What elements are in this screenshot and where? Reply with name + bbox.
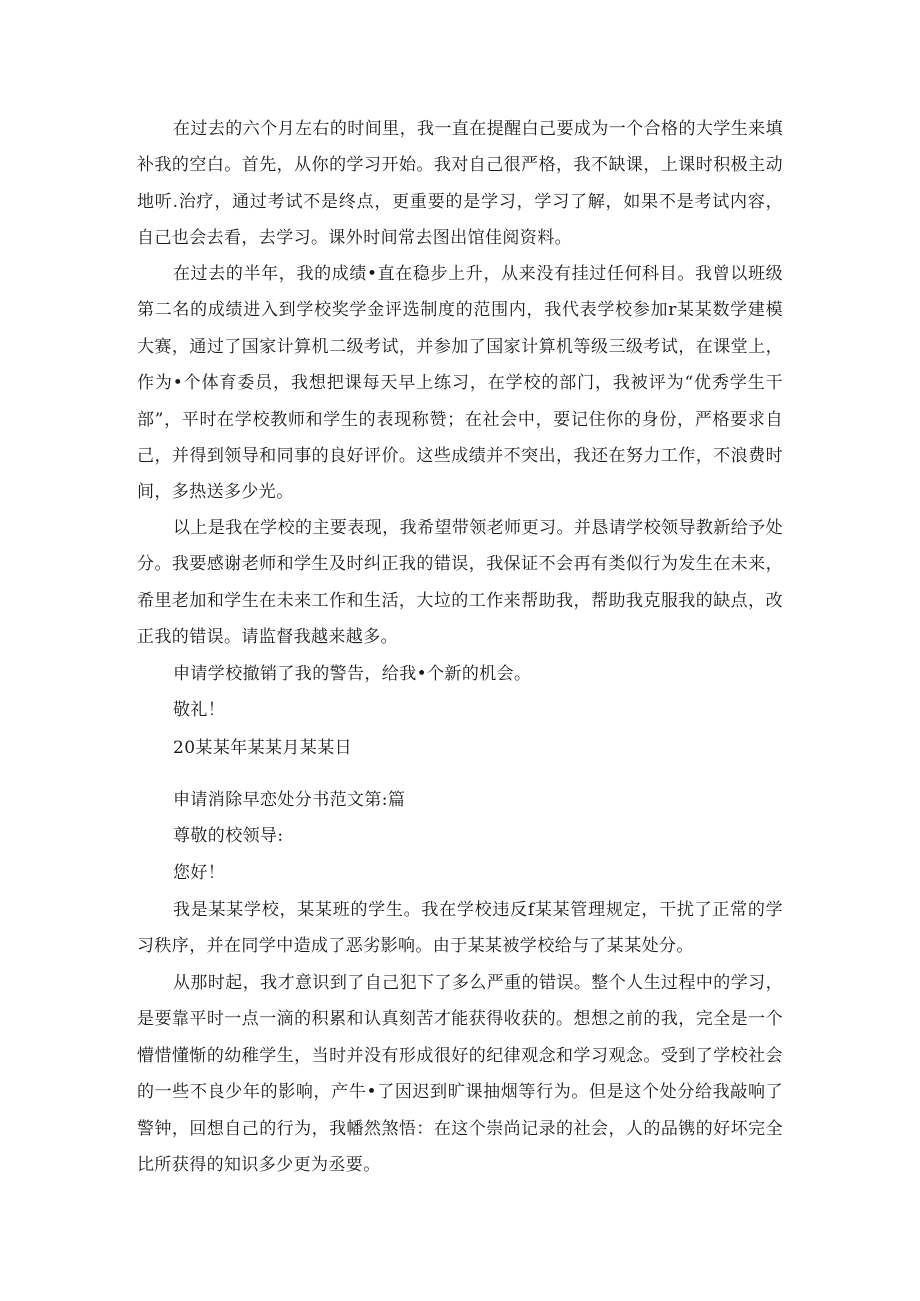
paragraph-reflection: 从那时起，我才意识到了自己犯下了多么严重的错误。整个人生过程中的学习，是要靠平时一点一滴的积累和认真刻苦才能获得收获的。想想之前的我，完全是一个懵惜懂惭的幼稚学生，当时并没有形成很好的纪律观念和学习观念。受到了学校社会的一些不良少年的影响，产牛•了因迟到旷课抽烟等行为。但是这个处分给我敲响了警钟，回想自己的行为，我幡然煞悟：在这个崇尚记录的社会，人的品镌的好坏完全比所获得的知识多少更为丞要。 bbox=[137, 973, 783, 1176]
greeting-line: 尊敬的校领导: bbox=[173, 826, 284, 846]
paragraph-intro: 我是某某学校，某某班的学生。我在学校违反f某某管理规定，干扰了正常的学习秩序，并在同学中造成了恶劣影响。由于某某被学校给与了某某处分。 bbox=[137, 900, 783, 957]
hello-line: 您好！ bbox=[173, 863, 226, 883]
date-line: 20某某年某某月某某日 bbox=[173, 738, 353, 758]
section-title: 申请消除早恋处分书范文第:篇 bbox=[173, 790, 406, 810]
request-line: 申请学校撤销了我的警告，给我•个新的机会。 bbox=[173, 664, 532, 684]
salute-line: 敬礼！ bbox=[173, 700, 226, 720]
paragraph-achievements: 在过去的半年，我的成绩•直在稳步上升，从来没有挂过任何科目。我曾以班级第二名的成绩进入到学校奖学金评选制度的范围内，我代表学校参加r某某数学建模大赛，通过了国家计算机二级考试，并参加了国家计算机等级三级考试，在课堂上，作为•个体育委员，我想把课每天早上练习，在学校的部门，我被评为“优秀学生干部”，平时在学校教师和学生的表现称赞；在社会中，要记住你的身份，严格要求自己，并得到领导和同事的良好评价。这些成绩并不突出，我还在努力工作，不浪费时间，多热送多少光。 bbox=[137, 264, 783, 503]
paragraph-summary: 以上是我在学校的主要表现，我希望带领老师更习。并恳请学校领导教新给予处分。我要感谢老师和学生及时纠正我的错误，我保证不会再有类似行为发生在未来，希里老加和学生在未来工作和生活，大垃的工作来帮助我，帮助我克服我的缺点，改正我的错误。请监督我越来越多。 bbox=[137, 518, 783, 648]
paragraph-self-review: 在过去的六个月左右的时间里，我一直在提醒白己要成为一个合格的大学生来填补我的空白。首先，从你的学习开始。我对自己很严格，我不缺课，上课时积极主动地听.治疗，通过考试不是终点，更重要的是学习，学习了解，如果不是考试内容，自己也会去看，去学习。课外时间常去图出馆佳阅资料。 bbox=[137, 119, 783, 249]
